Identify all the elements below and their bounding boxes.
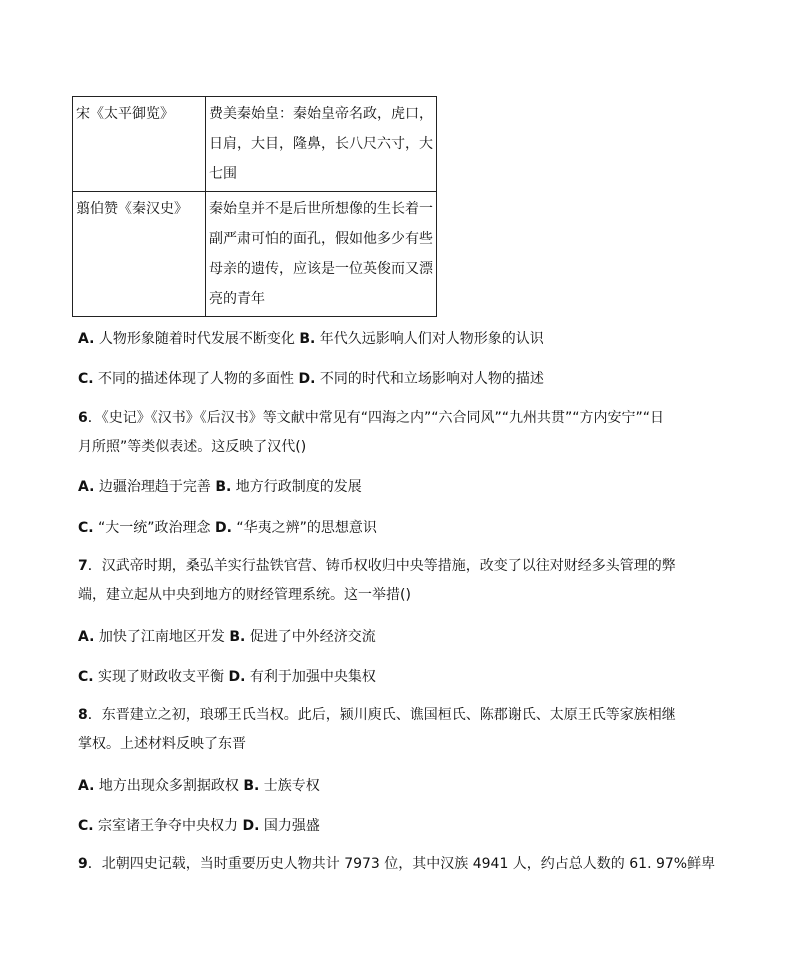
option-c-label: C. <box>78 371 94 387</box>
q8-options-cd <box>78 815 320 835</box>
option-a-label: A. <box>78 778 95 794</box>
option-b-label: B. <box>215 479 232 495</box>
option-b-text: 年代久远影响人们对人物形象的认识 <box>319 331 544 347</box>
question-7-stem <box>78 552 678 610</box>
option-d-label: D. <box>228 669 246 685</box>
option-d-text: 不同的时代和立场影响对人物的描述 <box>319 371 544 387</box>
table-cell-text: 秦始皇并不是后世所想像的生长着一副严肃可怕的面孔，假如他多少有些母亲的遗传，应该是一位英俊而又漂亮的青年 <box>206 192 437 317</box>
question-number: 9 <box>78 856 88 872</box>
option-c-label: C. <box>78 669 94 685</box>
option-d-text: “华夷之辨”的思想意识 <box>236 520 377 536</box>
table-row <box>73 97 437 192</box>
question-text: ．汉武帝时期，桑弘羊实行盐铁官营、铸币权收归中央等措施，改变了以往对财经多头管理的弊端，建立起从中央到地方的财经管理系统。这一举措() <box>78 558 676 603</box>
option-c-text: 实现了财政收支平衡 <box>98 669 225 685</box>
table-cell-source: 翦伯赞《秦汉史》 <box>73 192 206 317</box>
question-6-stem <box>78 404 678 462</box>
question-number: 6 <box>78 410 88 426</box>
option-c-text: 不同的描述体现了人物的多面性 <box>98 371 295 387</box>
option-a-label: A. <box>78 629 95 645</box>
q7-options-cd <box>78 666 376 686</box>
question-text: ．《史记》《汉书》《后汉书》等文献中常见有“四海之内”“六合同风”“九州共贯”“方内安宁”“日月所照”等类似表述。这反映了汉代() <box>78 410 665 455</box>
table-cell-source: 宋《太平御览》 <box>73 97 206 192</box>
option-d-text: 有利于加强中央集权 <box>249 669 376 685</box>
option-c-text: “大一统”政治理念 <box>98 520 211 536</box>
q7-options-ab <box>78 626 376 646</box>
option-b-text: 促进了中外经济交流 <box>249 629 376 645</box>
option-a-text: 边疆治理趋于完善 <box>98 479 211 495</box>
option-c-label: C. <box>78 818 94 834</box>
option-d-label: D. <box>242 818 260 834</box>
question-text: ．东晋建立之初，琅琊王氏当权。此后，颍川庾氏、谯国桓氏、陈郡谢氏、太原王氏等家族相继掌权。上述材料反映了东晋 <box>78 707 676 752</box>
option-a-text: 人物形象随着时代发展不断变化 <box>98 331 295 347</box>
comparison-table <box>72 96 437 317</box>
q8-options-ab <box>78 775 320 795</box>
option-d-label: D. <box>298 371 316 387</box>
q5-options-ab <box>78 328 544 348</box>
option-a-text: 地方出现众多割据政权 <box>98 778 239 794</box>
table-cell-text: 费美秦始皇：秦始皇帝名政，虎口，日肩，大目，隆鼻，长八尺六寸，大七围 <box>206 97 437 192</box>
question-number: 8 <box>78 707 88 723</box>
option-a-label: A. <box>78 479 95 495</box>
option-c-label: C. <box>78 520 94 536</box>
option-b-label: B. <box>299 331 316 347</box>
option-a-text: 加快了江南地区开发 <box>98 629 225 645</box>
q5-options-cd <box>78 368 544 388</box>
question-text: ．北朝四史记载，当时重要历史人物共计 7973 位，其中汉族 4941 人，约占总人数的 61. 97%鲜卑 <box>87 856 716 872</box>
option-a-label: A. <box>78 331 95 347</box>
option-b-label: B. <box>243 778 260 794</box>
table-row <box>73 192 437 317</box>
question-number: 7 <box>78 558 88 574</box>
q6-options-cd <box>78 517 377 537</box>
option-d-text: 国力强盛 <box>263 818 320 834</box>
option-c-text: 宗室诸王争夺中央权力 <box>98 818 239 834</box>
option-d-label: D. <box>215 520 232 536</box>
question-9-stem <box>78 853 715 873</box>
option-b-label: B. <box>229 629 246 645</box>
q6-options-ab <box>78 476 362 496</box>
option-b-text: 地方行政制度的发展 <box>235 479 362 495</box>
question-8-stem <box>78 701 678 759</box>
option-b-text: 士族专权 <box>263 778 320 794</box>
